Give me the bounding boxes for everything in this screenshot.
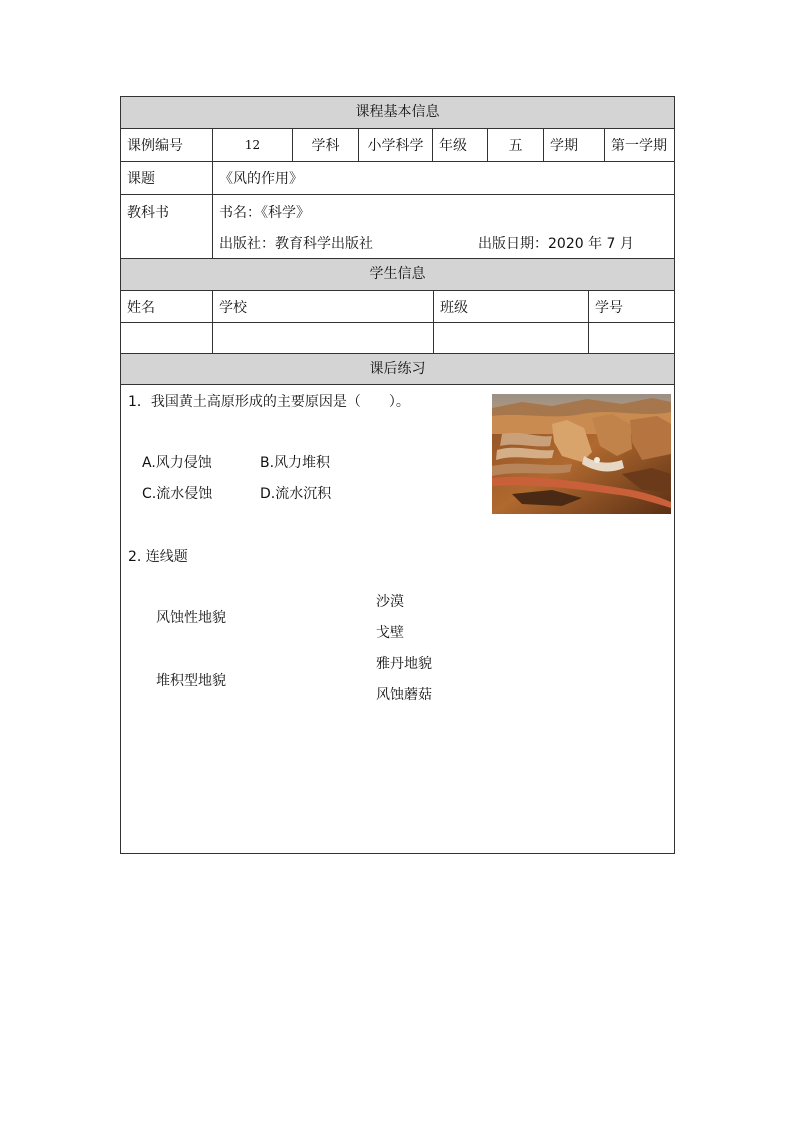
- class-label: 班级: [433, 291, 588, 322]
- textbook-label: 教科书: [127, 205, 169, 221]
- question-2: 2. 连线题: [128, 549, 188, 565]
- school-field[interactable]: [212, 323, 433, 353]
- option-d: D.流水沉积: [260, 486, 332, 502]
- match-right-item-2: 戈壁: [376, 625, 404, 641]
- school-label: 学校: [212, 291, 433, 322]
- grade-value: 五: [487, 129, 543, 161]
- question-1: 1．我国黄土高原形成的主要原因是（ ）。: [128, 394, 410, 410]
- course-info-header: [121, 97, 674, 129]
- match-left-item-1: 风蚀性地貌: [156, 610, 226, 626]
- student-label-row: [121, 291, 674, 323]
- option-a: A.风力侵蚀: [142, 455, 212, 471]
- option-b: B.风力堆积: [260, 455, 331, 471]
- publisher: 出版社：教育科学出版社: [219, 236, 373, 252]
- textbook-details: [212, 195, 674, 258]
- student-number-field[interactable]: [588, 323, 674, 353]
- book-name: 书名：《科学》: [219, 205, 310, 221]
- option-c: C.流水侵蚀: [142, 486, 213, 502]
- lesson-sheet: [120, 96, 675, 854]
- grade-label: 年级: [432, 129, 487, 161]
- subject-label: 学科: [292, 129, 358, 161]
- student-input-row: [121, 323, 674, 354]
- course-info-title: 课程基本信息: [355, 104, 440, 120]
- term-value: 第一学期: [604, 129, 674, 161]
- publication-date: 出版日期：2020 年 7 月: [478, 236, 634, 252]
- name-label: 姓名: [127, 299, 155, 316]
- exercise-header: [121, 354, 674, 385]
- student-number-label: 学号: [588, 291, 674, 322]
- subject-value: 小学科学: [358, 129, 432, 161]
- course-id-value: 12: [212, 129, 292, 161]
- topic-value: 《风的作用》: [212, 162, 674, 194]
- topic-row: [121, 162, 674, 195]
- term-label: 学期: [543, 129, 604, 161]
- exercise-title: 课后练习: [369, 361, 426, 377]
- course-id-label: 课例编号: [127, 138, 183, 154]
- match-right-item-4: 风蚀蘑菇: [376, 687, 432, 703]
- student-info-header: [121, 259, 674, 291]
- match-left-item-2: 堆积型地貌: [156, 673, 226, 689]
- textbook-row: [121, 195, 674, 259]
- loess-plateau-photo: [492, 394, 671, 514]
- student-info-title: 学生信息: [369, 266, 426, 282]
- course-meta-row: [121, 129, 674, 162]
- match-right-item-3: 雅丹地貌: [376, 656, 432, 672]
- topic-label: 课题: [127, 171, 155, 187]
- match-right-item-1: 沙漠: [376, 594, 404, 610]
- name-field[interactable]: [121, 323, 212, 353]
- class-field[interactable]: [433, 323, 588, 353]
